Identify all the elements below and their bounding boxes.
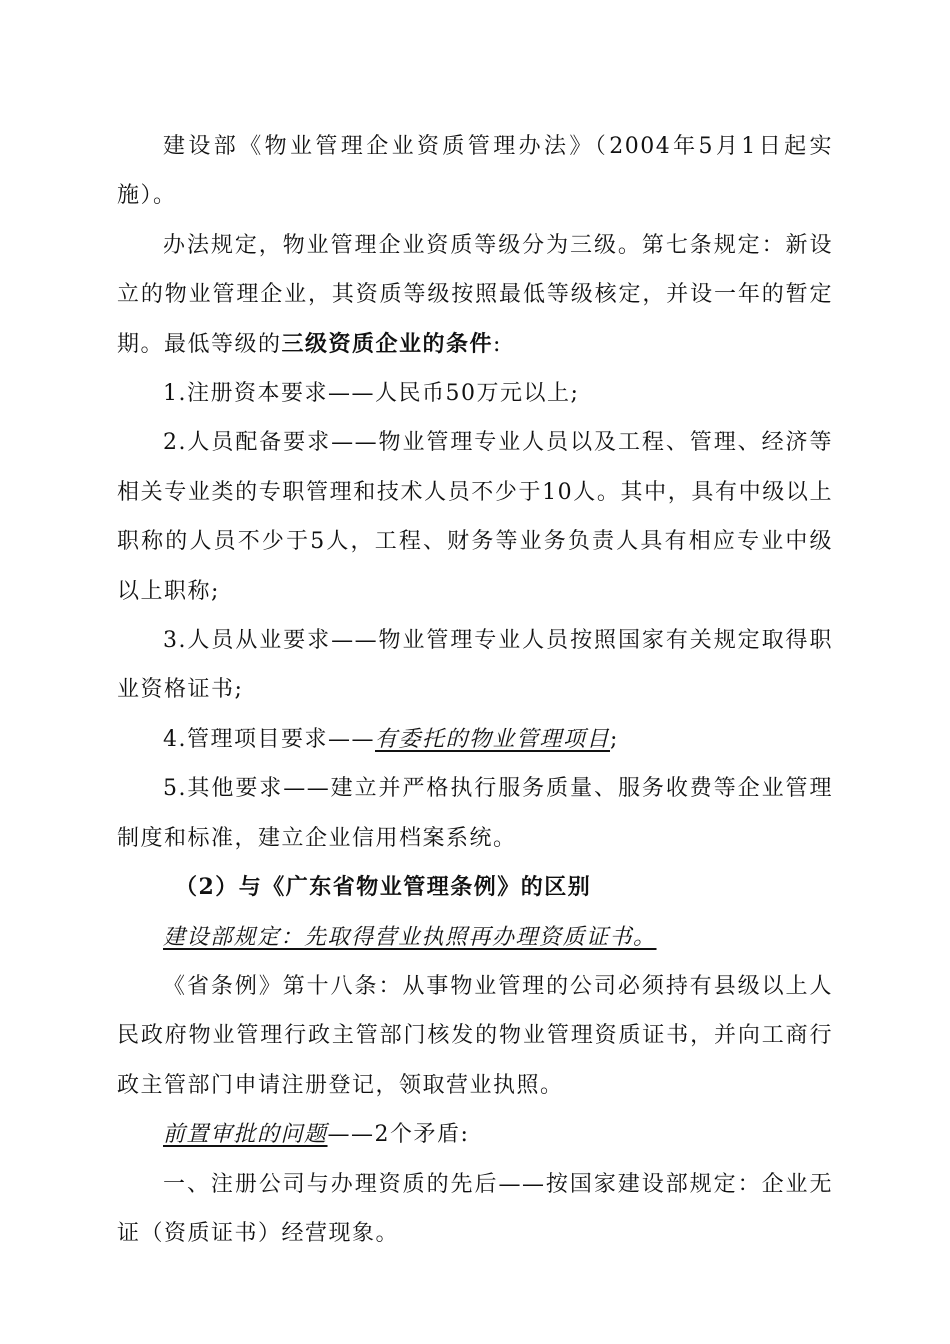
list-item-other: 5.其他要求——建立并严格执行服务质量、服务收费等企业管理制度和标准，建立企业信用档案系统。 (117, 776, 833, 851)
grade-three-conditions: 三级资质企业的条件 (281, 330, 494, 357)
list-item-capital: 1.注册资本要求——人民币50万元以上; (163, 381, 580, 407)
paragraph-intro: 建设部《物业管理企业资质管理办法》（2004年5月1日起实施）。 (117, 134, 833, 209)
projects-requirement: 有委托的物业管理项目 (375, 726, 611, 752)
paragraph-issue (117, 1110, 833, 1159)
rule-text: 建设部规定：先取得营业执照再办理资质证书。 (163, 924, 657, 950)
paragraph-grades (117, 221, 833, 369)
document-body (117, 122, 833, 1258)
list-item-staffing: 2.人员配备要求——物业管理专业人员以及工程、管理、经济等相关专业类的专职管理和技术人员不少于10人。其中，具有中级以上职称的人员不少于5人，工程、财务等业务负责人具有相应专业中级以上职称; (117, 430, 833, 604)
section-heading: （2）与《广东省物业管理条例》的区别 (175, 874, 592, 901)
projects-semicolon: ; (610, 726, 619, 752)
projects-label: 4.管理项目要求—— (163, 726, 375, 752)
paragraph-rule (117, 913, 833, 962)
list-item-qualification: 3.人员从业要求——物业管理专业人员按照国家有关规定取得职业资格证书; (117, 628, 833, 703)
grades-colon: : (493, 331, 502, 357)
list-item-projects (117, 715, 833, 764)
grades-text: 办法规定，物业管理企业资质等级分为三级。第七条规定：新设立的物业管理企业，其资质等级按照最低等级核定，并设一年的暂定期。最低等级的 (117, 232, 833, 357)
issue-count: ——2个矛盾: (327, 1122, 470, 1148)
paragraph-regulation: 《省条例》第十八条：从事物业管理的公司必须持有县级以上人民政府物业管理行政主管部门核发的物业管理资质证书，并向工商行政主管部门申请注册登记，领取营业执照。 (117, 973, 833, 1098)
issue-title: 前置审批的问题 (163, 1122, 328, 1148)
paragraph-conflict-one: 一、注册公司与办理资质的先后——按国家建设部规定：企业无证（资质证书）经营现象。 (117, 1171, 833, 1246)
